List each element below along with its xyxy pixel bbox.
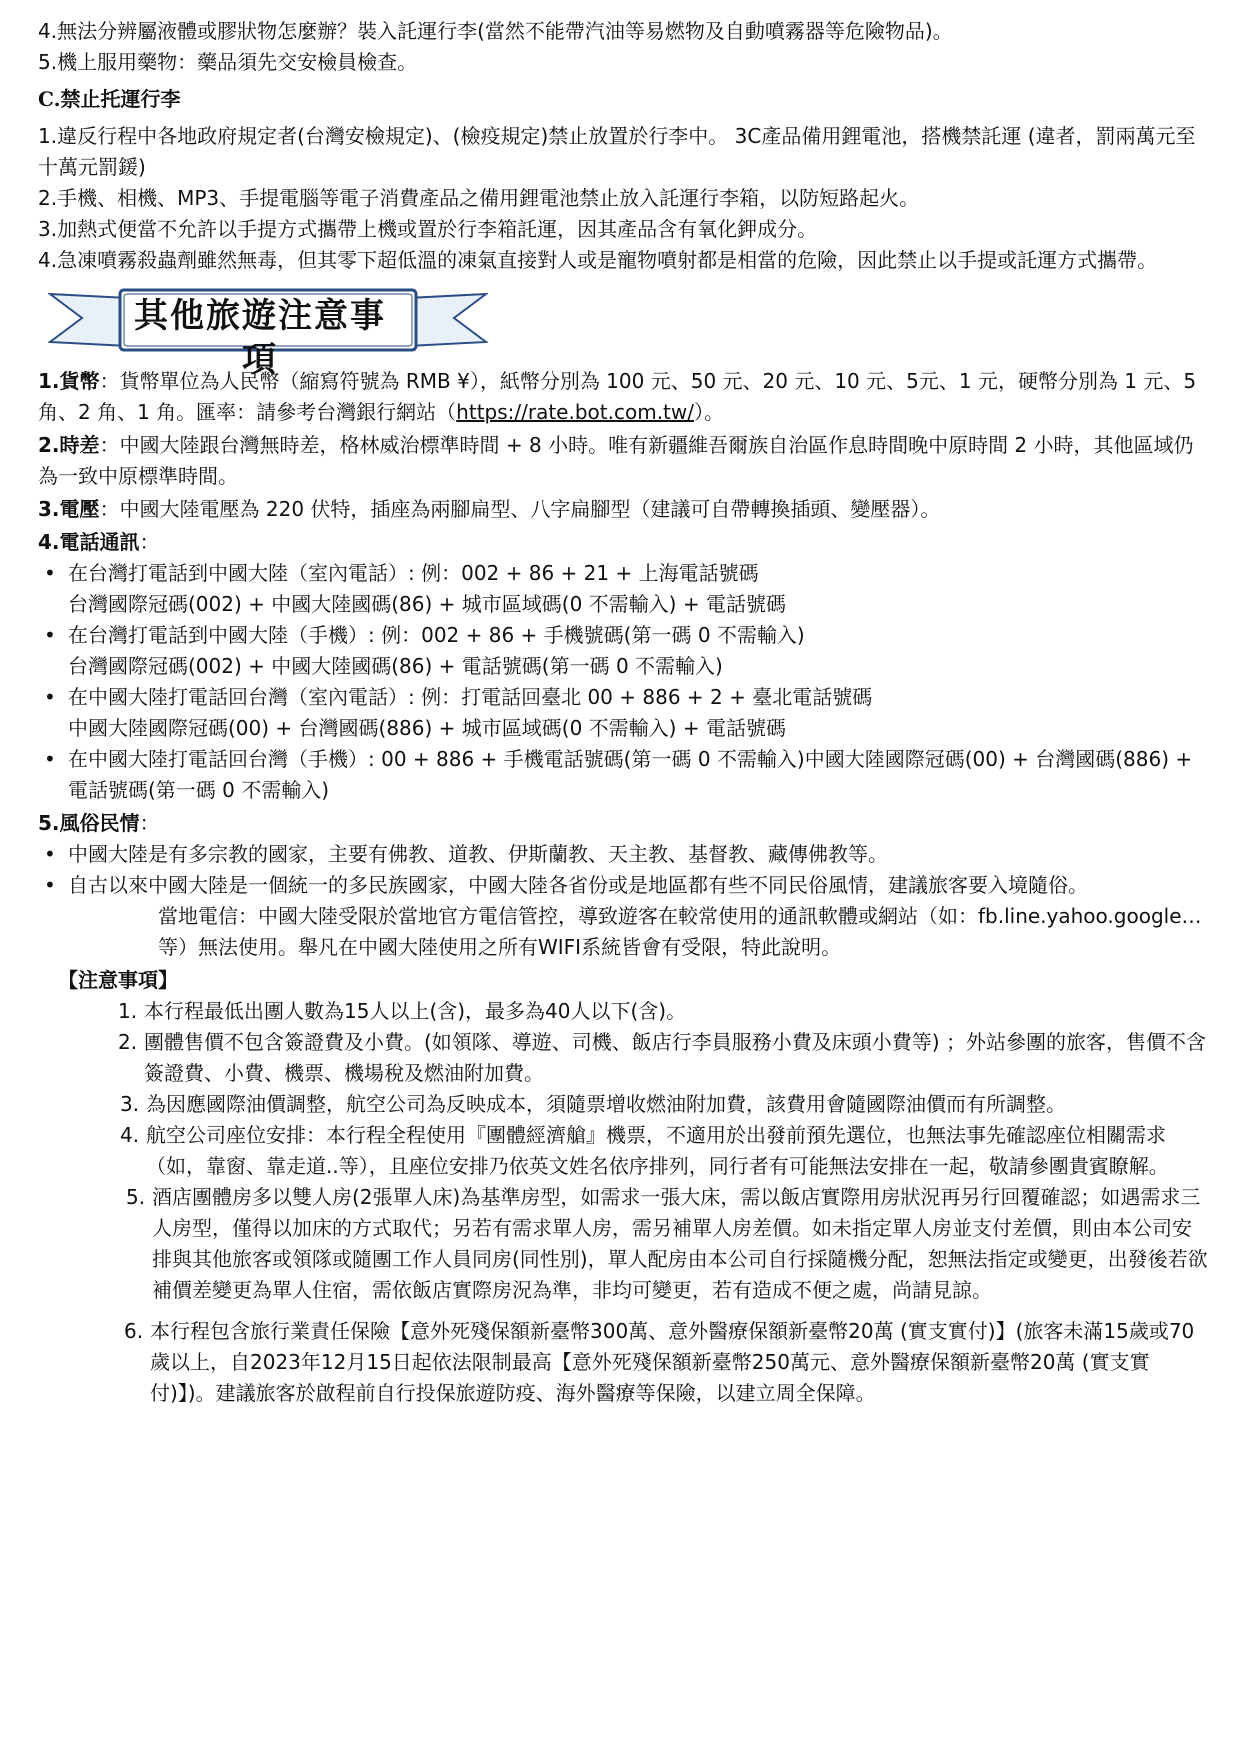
note-text: 本行程最低出團人數為15人以上(含)，最多為40人以下(含)。 bbox=[144, 999, 687, 1023]
note-number: 5. bbox=[126, 1185, 146, 1209]
telecom-subline: 台灣國際冠碼(002) + 中國大陸國碼(86) + 電話號碼(第一碼 0 不需輸入) bbox=[68, 654, 723, 678]
list-item bbox=[38, 558, 1208, 620]
list-item: 1.違反行程中各地政府規定者(台灣安檢規定)、(檢疫規定)禁止放置於行李中。 3C產品備用鋰電池，搭機禁託運 (違者，罰兩萬元至十萬元罰鍰) bbox=[38, 124, 1196, 179]
note-text: 酒店團體房多以雙人房(2張單人床)為基準房型，如需求一張大床，需以飯店實際用房狀況再另行回覆確認；如遇需求三人房型，僅得以加床的方式取代；另若有需求單人房，需另補單人房差價。如未指定單人房並支付差價，則由本公司安排與其他旅客或領隊或隨團工作人員同房(同性別)，單人配房由本公司自行採隨機分配，恕無法指定或變更，出發後若欲補價差變更為單人住宿，需依飯店實際房況為準，非均可變更，若有造成不便之處，尚請見諒。 bbox=[152, 1185, 1208, 1302]
note-text: 航空公司座位安排：本行程全程使用『團體經濟艙』機票，不適用於出發前預先選位，也無法事先確認座位相關需求（如，靠窗、靠走道..等），且座位安排乃依英文姓名依序排列，同行者有可能無法安排在一起，敬請參團貴賓瞭解。 bbox=[146, 1123, 1169, 1178]
list-item bbox=[38, 620, 1208, 682]
customs-list bbox=[38, 839, 1208, 901]
telecom-item bbox=[38, 527, 1208, 558]
list-item: 2.手機、相機、MP3、手提電腦等電子消費產品之備用鋰電池禁止放入託運行李箱，以防短路起火。 bbox=[38, 186, 920, 210]
notes-list bbox=[38, 996, 1208, 1409]
list-item bbox=[38, 744, 1208, 806]
customs-item bbox=[38, 808, 1208, 839]
item-text: ：中國大陸電壓為 220 伏特，插座為兩腳扁型、八字扁腳型（建議可自帶轉換插頭、變壓器）。 bbox=[99, 497, 941, 521]
list-item: 3.加熱式便當不允許以手提方式攜帶上機或置於行李箱託運，因其產品含有氧化鉀成分。 bbox=[38, 217, 818, 241]
item-text: ）。 bbox=[693, 400, 724, 424]
note-number: 6. bbox=[124, 1319, 144, 1343]
telecom-subline: 中國大陸國際冠碼(00) + 台灣國碼(886) + 城市區域碼(0 不需輸入) + 電話號碼 bbox=[68, 716, 786, 740]
note-number: 4. bbox=[120, 1123, 140, 1147]
note-text: 為因應國際油價調整，航空公司為反映成本，須隨票增收燃油附加費，該費用會隨國際油價而有所調整。 bbox=[146, 1092, 1066, 1116]
list-item: • 自古以來中國大陸是一個統一的多民族國家，中國大陸各省份或是地區都有些不同民俗風情，建議旅客要入境隨俗。 bbox=[38, 870, 1208, 901]
note-item bbox=[126, 1182, 1208, 1306]
section-heading: C.禁止托運行李 bbox=[38, 87, 181, 111]
item-text: ：貨幣單位為人民幣（縮寫符號為 RMB ¥），紙幣分別為 100 元、50 元、20 元、10 元、5元、1 元，硬幣分別為 1 元、5 角、2 角、1 角。匯率：請參考台灣銀行網站（ bbox=[38, 369, 1197, 424]
telecom-line: • 在台灣打電話到中國大陸（室內電話）: 例：002 + 86 + 21 + 上海電話號碼 bbox=[68, 561, 759, 585]
document-page bbox=[38, 16, 1208, 1409]
list-item: 4.急凍噴霧殺蟲劑雖然無毒，但其零下超低溫的凍氣直接對人或是寵物噴射都是相當的危險，因此禁止以手提或託運方式攜帶。 bbox=[38, 248, 1158, 272]
note-text: 團體售價不包含簽證費及小費。(如領隊、導遊、司機、飯店行李員服務小費及床頭小費等) ；外站參團的旅客，售價不含簽證費、小費、機票、機場稅及燃油附加費。 bbox=[144, 1030, 1206, 1085]
telecom-note: 當地電信：中國大陸受限於當地官方電信管控，導致遊客在較常使用的通訊軟體或網站（如：fb.line.yahoo.google…等）無法使用。舉凡在中國大陸使用之所有WIFI系統皆會有受限，特此說明。 bbox=[158, 904, 1202, 959]
list-item bbox=[38, 682, 1208, 744]
voltage-item bbox=[38, 494, 1208, 525]
item-heading: 2.時差 bbox=[38, 433, 100, 457]
item-text: ： bbox=[139, 530, 160, 554]
note-item bbox=[120, 1120, 1208, 1182]
telecom-list bbox=[38, 558, 1208, 806]
note-number: 2. bbox=[118, 1030, 138, 1054]
note-item bbox=[118, 996, 1208, 1027]
bank-rate-link[interactable]: https://rate.bot.com.tw/ bbox=[456, 400, 694, 424]
list-item: 4.無法分辨屬液體或膠狀物怎麼辦？裝入託運行李(當然不能帶汽油等易燃物及自動噴霧器等危險物品)。 bbox=[38, 19, 953, 43]
list-item: • 中國大陸是有多宗教的國家，主要有佛教、道教、伊斯蘭教、天主教、基督教、藏傳佛教等。 bbox=[38, 839, 1208, 870]
notes-title: 【注意事項】 bbox=[58, 968, 178, 992]
note-number: 1. bbox=[118, 999, 138, 1023]
telecom-line: • 在中國大陸打電話回台灣（室內電話）: 例：打電話回臺北 00 + 886 + 2 + 臺北電話號碼 bbox=[68, 685, 873, 709]
list-item: 5.機上服用藥物：藥品須先交安檢員檢查。 bbox=[38, 50, 418, 74]
timezone-item bbox=[38, 430, 1208, 492]
item-heading: 4.電話通訊 bbox=[38, 530, 140, 554]
item-text: ： bbox=[139, 811, 160, 835]
note-item bbox=[118, 1027, 1208, 1089]
note-item bbox=[124, 1316, 1208, 1409]
banner-title: 其他旅遊注意事項 bbox=[134, 296, 386, 380]
note-text: 本行程包含旅行業責任保險【意外死殘保額新臺幣300萬、意外醫療保額新臺幣20萬 (實支實付)】(旅客未滿15歲或70歲以上，自2023年12月15日起依法限制最高【意外死殘保額新臺幣250萬元、意外醫療保額新臺幣20萬 (實支實付)】)。建議旅客於啟程前自行投保旅遊防疫、海外醫療等保險，以建立周全保障。 bbox=[150, 1319, 1195, 1405]
note-number: 3. bbox=[120, 1092, 140, 1116]
item-heading: 3.電壓 bbox=[38, 497, 100, 521]
item-text: ：中國大陸跟台灣無時差，格林威治標準時間 + 8 小時。唯有新疆維吾爾族自治區作息時間晚中原時間 2 小時，其他區域仍為一致中原標準時間。 bbox=[38, 433, 1194, 488]
section-banner bbox=[48, 284, 488, 380]
item-heading: 5.風俗民情 bbox=[38, 811, 140, 835]
telecom-line: • 在台灣打電話到中國大陸（手機）: 例：002 + 86 + 手機號碼(第一碼 0 不需輸入) bbox=[68, 623, 805, 647]
telecom-subline: 台灣國際冠碼(002) + 中國大陸國碼(86) + 城市區域碼(0 不需輸入) + 電話號碼 bbox=[68, 592, 786, 616]
note-item bbox=[120, 1089, 1208, 1120]
telecom-line: • 在中國大陸打電話回台灣（手機）: 00 + 886 + 手機電話號碼(第一碼 0 不需輸入)中國大陸國際冠碼(00) + 台灣國碼(886) + 電話號碼(第一碼 0 不需輸入) bbox=[68, 747, 1193, 802]
item-heading: 1.貨幣 bbox=[38, 369, 100, 393]
